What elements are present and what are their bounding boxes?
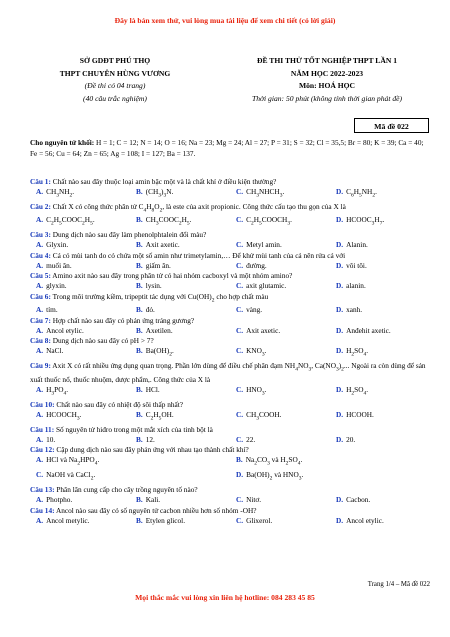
answer-option: [30, 346, 130, 360]
atomic-masses-text: H = 1; C = 12; N = 14; O = 16; Na = 23; Mg = 24; Al = 27; P = 31; S = 32; Cl = 35,5; Br = 80; K = 39; Ca = 40; Fe = 56; Cu = 64; Zn = 65; Ag = 108; I = 127; Ba = 137.: [30, 138, 424, 158]
option-text: $HNO_3$.: [246, 384, 267, 397]
option-text: NaCl.: [46, 346, 64, 356]
question-text: Cặp dung dịch nào sau đây phản ứng với nhau tạo thành chất khí?: [54, 445, 249, 455]
answer-option: [30, 516, 130, 526]
option-text: Metyl amin.: [246, 240, 282, 250]
exam-code-box: Mã đề 022: [354, 118, 429, 133]
question-text: Amino axit nào sau đây trong phân tử có hai nhóm cacboxyl và một nhóm amino?: [50, 271, 293, 281]
option-letter: A.: [36, 455, 44, 465]
question-text: Chất X có công thức phân tử $C_4H_8O_2$, là este của axit propionic. Công thức cấu tạo thu gọn của X là: [50, 201, 346, 214]
question-text: Cá có mùi tanh do có chứa một số amin như trimetylamin,… Để khử mùi tanh của cá nên rửa cá với: [50, 250, 346, 260]
answer-options: [30, 470, 430, 484]
option-text: $KNO_3$.: [246, 346, 267, 358]
question-number: Câu 13:: [30, 485, 55, 495]
option-letter: B.: [136, 215, 143, 225]
option-text: Anđehit axetic.: [346, 325, 391, 335]
answer-option: [30, 326, 130, 336]
preview-banner: Đây là bản xem thử, vui lòng mua tài liệu để xem chi tiết (có lời giải): [114, 16, 336, 25]
question-13: [30, 485, 430, 505]
option-text: Axit axetic.: [246, 325, 281, 335]
question-number: Câu 1:: [30, 177, 51, 186]
answer-option: [230, 261, 330, 271]
question-4: [30, 251, 430, 271]
option-letter: B.: [136, 384, 143, 394]
question-2: [30, 202, 430, 229]
option-letter: B.: [136, 434, 143, 444]
answer-option: [230, 215, 330, 229]
option-letter: A.: [36, 515, 44, 525]
option-letter: A.: [36, 495, 44, 505]
option-text: muối ăn.: [46, 260, 72, 270]
option-letter: B.: [136, 260, 143, 270]
exam-title: ĐỀ THI THỬ TỐT NGHIỆP THPT LẦN 1: [256, 56, 398, 65]
option-text: glyxin.: [46, 281, 67, 291]
option-text: $H_2SO_4$.: [346, 384, 369, 397]
answer-option: [130, 410, 230, 424]
question-stem: [30, 425, 430, 435]
option-letter: D.: [336, 260, 344, 270]
option-text: đỏ.: [145, 305, 155, 315]
question-stem: [30, 230, 430, 240]
option-text: $HCOOCH_3$.: [46, 409, 82, 422]
option-text: Etylen glicol.: [145, 515, 186, 525]
option-text: Alanin.: [346, 240, 368, 250]
option-letter: B.: [136, 515, 143, 525]
option-letter: B.: [136, 240, 143, 250]
option-text: Axetilen.: [145, 325, 173, 335]
question-stem: [30, 361, 430, 384]
question-stem: [30, 202, 430, 215]
option-text: tím.: [46, 305, 58, 315]
question-number: Câu 7:: [30, 315, 51, 325]
option-text: $H_2SO_4$.: [346, 346, 369, 358]
question-text: Trong môi trường kiềm, tripeptit tác dụng với $Cu(OH)_2$ cho hợp chất màu: [50, 291, 269, 304]
option-letter: A.: [36, 325, 44, 335]
question-number: Câu 3:: [30, 230, 51, 240]
answer-option: [230, 346, 330, 360]
option-text: $C_2H_5COOCH_3$.: [246, 215, 292, 227]
option-text: $CH_3NHCH_3$.: [246, 187, 285, 199]
answer-option: [30, 385, 130, 399]
question-1: [30, 177, 430, 201]
question-stem: [30, 177, 430, 187]
question-stem: [30, 336, 430, 346]
question-9: [30, 361, 430, 398]
option-text: giấm ăn.: [145, 260, 171, 270]
option-text: $C_6H_5NH_2$.: [346, 187, 377, 199]
school-year: NĂM HỌC 2022-2023: [290, 68, 364, 78]
option-letter: A.: [36, 305, 44, 315]
answer-options: [30, 187, 430, 201]
question-number: Câu 8:: [30, 336, 51, 346]
question-stem: [30, 251, 430, 261]
option-text: HCOOH.: [346, 409, 374, 419]
option-text: $Ba(OH)_2$.: [145, 346, 174, 358]
question-5: [30, 271, 430, 291]
question-8: [30, 336, 430, 360]
question-list: [30, 177, 430, 526]
option-text: Glixerol.: [246, 515, 273, 525]
answer-option: [230, 435, 330, 445]
answer-options: [30, 281, 430, 291]
answer-option: [330, 240, 430, 250]
answer-options: [30, 326, 430, 336]
option-text: alanin.: [346, 281, 366, 291]
option-letter: B.: [136, 187, 143, 196]
option-letter: D.: [336, 281, 344, 291]
answer-option: [330, 281, 430, 291]
option-letter: C.: [236, 384, 244, 394]
answer-option: [330, 435, 430, 445]
answer-option: [230, 410, 330, 424]
answer-option: [30, 215, 130, 229]
option-letter: C.: [236, 260, 244, 270]
question-10: [30, 400, 430, 424]
option-letter: C.: [236, 325, 244, 335]
question-count-note: (40 câu trắc nghiệm): [83, 93, 147, 103]
option-text: $Ba(OH)_2$ và $HNO_3$.: [246, 470, 304, 482]
option-letter: A.: [36, 434, 44, 444]
question-text: Hợp chất nào sau đây có phản ứng tráng gương?: [50, 315, 195, 325]
option-letter: A.: [36, 409, 44, 419]
question-number: Câu 6:: [30, 291, 51, 301]
atomic-masses: [30, 138, 430, 159]
answer-option: [330, 346, 430, 360]
option-letter: A.: [36, 215, 44, 225]
question-number: Câu 10:: [30, 399, 55, 409]
option-text: $HCOOC_3H_7$.: [346, 215, 385, 227]
question-number: Câu 12:: [30, 445, 55, 455]
option-text: $H_3PO_4$.: [46, 384, 69, 397]
option-text: xanh.: [346, 305, 363, 315]
option-letter: C.: [236, 515, 244, 525]
answer-options: [30, 410, 430, 424]
answer-option: [130, 281, 230, 291]
option-text: $C_2H_5COOC_2H_5$.: [46, 215, 95, 227]
answer-options: [30, 495, 430, 505]
option-letter: D.: [336, 346, 344, 356]
question-6: [30, 292, 430, 315]
answer-option: [30, 305, 130, 315]
answer-option: [130, 435, 230, 445]
question-text: Phân lân cung cấp cho cây trồng nguyên tố nào?: [54, 485, 198, 495]
option-letter: D.: [336, 215, 344, 225]
department-name: SỞ GDĐT PHÚ THỌ: [79, 56, 151, 65]
header-right: [228, 55, 426, 105]
answer-option: [30, 187, 130, 201]
answer-option: [230, 516, 330, 526]
option-letter: C.: [236, 215, 244, 225]
option-text: HCl và $Na_2HPO_4$.: [46, 455, 100, 467]
option-text: $CH_3COOC_2H_5$.: [145, 215, 192, 227]
question-7: [30, 316, 430, 336]
question-stem: [30, 445, 430, 455]
option-letter: C.: [36, 470, 44, 480]
option-letter: D.: [336, 384, 344, 394]
option-letter: C.: [236, 240, 244, 250]
option-letter: D.: [336, 305, 344, 315]
time-limit: Thời gian: 50 phút (không tính thời gian phát đề): [251, 93, 403, 103]
option-text: $(CH_3)_3N$.: [145, 187, 174, 199]
answer-option: [230, 495, 330, 505]
school-name: THPT CHUYÊN HÙNG VƯƠNG: [59, 68, 171, 78]
option-letter: B.: [136, 409, 143, 419]
option-text: Ancol metylic.: [46, 515, 90, 525]
answer-option: [230, 240, 330, 250]
question-number: Câu 2:: [30, 201, 51, 211]
option-text: 10.: [46, 434, 56, 444]
answer-option: [130, 495, 230, 505]
question-12: [30, 445, 430, 484]
option-letter: C.: [236, 409, 244, 419]
question-text: Dung dịch nào sau đây làm phenolphtalein đổi màu?: [50, 230, 207, 240]
question-3: [30, 230, 430, 250]
answer-options: [30, 455, 430, 469]
answer-option: [130, 305, 230, 315]
option-text: Kali.: [145, 495, 161, 505]
question-stem: [30, 506, 430, 516]
answer-options: [30, 346, 430, 360]
option-letter: A.: [36, 384, 44, 394]
option-letter: B.: [136, 346, 143, 356]
option-letter: D.: [336, 187, 344, 196]
answer-option: [130, 261, 230, 271]
option-letter: C.: [236, 187, 244, 196]
option-letter: B.: [136, 495, 143, 505]
option-text: Axit axetic.: [145, 240, 180, 250]
option-letter: C.: [236, 281, 244, 291]
option-text: $CH_3NH_2$.: [46, 187, 75, 199]
option-text: đường.: [246, 260, 267, 270]
question-stem: [30, 292, 430, 305]
option-letter: D.: [236, 470, 244, 480]
answer-option: [130, 385, 230, 399]
option-text: vàng.: [246, 305, 263, 315]
answer-option: [330, 516, 430, 526]
question-text: Axit X có rất nhiều ứng dụng quan trọng. Phần lớn dùng để điều chế phân đạm $NH_4NO_3$, $Ca(NO_3)_2$... Ngoài ra còn dùng để sản xuất thuốc nổ, thuốc nhuộm, dược phẩm,. Công thức của X là: [30, 361, 426, 384]
option-letter: D.: [336, 495, 344, 505]
header-left: [30, 55, 200, 105]
option-text: 12.: [145, 434, 155, 444]
option-text: NaOH và CaCl$_2$.: [46, 470, 96, 482]
answer-option: [230, 470, 430, 484]
option-letter: C.: [236, 305, 244, 315]
answer-option: [230, 305, 330, 315]
answer-option: [130, 326, 230, 336]
answer-option: [330, 187, 430, 201]
answer-option: [330, 385, 430, 399]
answer-option: [30, 240, 130, 250]
answer-option: [30, 435, 130, 445]
answer-options: [30, 385, 430, 399]
question-number: Câu 11:: [30, 424, 55, 434]
answer-option: [330, 215, 430, 229]
answer-option: [230, 455, 430, 469]
option-text: $Na_2CO_3$ và $H_2SO_4$.: [245, 455, 303, 467]
answer-options: [30, 261, 430, 271]
question-number: Câu 14:: [30, 505, 55, 515]
answer-options: [30, 435, 430, 445]
option-text: Photpho.: [46, 495, 73, 505]
answer-options: [30, 305, 430, 315]
answer-option: [330, 261, 430, 271]
answer-options: [30, 215, 430, 229]
question-text: Chất nào sau đây có nhiệt độ sôi thấp nhất?: [54, 399, 184, 409]
option-letter: A.: [36, 346, 44, 356]
answer-option: [30, 455, 230, 469]
question-text: Ancol nào sau đây có số nguyên tử cacbon nhiều hơn số nhóm -OH?: [54, 505, 257, 515]
option-letter: B.: [136, 281, 143, 291]
question-stem: [30, 485, 430, 495]
option-text: 20.: [346, 434, 356, 444]
question-number: Câu 4:: [30, 250, 51, 260]
option-letter: B.: [236, 455, 243, 465]
answer-options: [30, 516, 430, 526]
option-text: $C_2H_5OH$.: [145, 409, 174, 422]
question-14: [30, 506, 430, 526]
option-letter: C.: [236, 434, 244, 444]
question-stem: [30, 316, 430, 326]
question-number: Câu 9:: [30, 361, 51, 371]
option-letter: A.: [36, 240, 44, 250]
option-letter: A.: [36, 187, 44, 196]
option-text: HCl.: [145, 384, 160, 394]
question-11: [30, 425, 430, 445]
option-letter: D.: [336, 515, 344, 525]
answer-option: [130, 187, 230, 201]
option-letter: C.: [236, 495, 244, 505]
answer-option: [330, 410, 430, 424]
answer-option: [230, 281, 330, 291]
option-text: 22.: [246, 434, 256, 444]
subject: Môn: HOÁ HỌC: [298, 81, 356, 90]
option-text: Ancol etylic.: [346, 515, 384, 525]
answer-option: [230, 187, 330, 201]
option-text: Cacbon.: [346, 495, 371, 505]
page-footer: Trang 1/4 – Mã đề 022: [367, 581, 430, 588]
option-text: lysin.: [145, 281, 162, 291]
option-letter: D.: [336, 409, 344, 419]
option-text: Ancol etylic.: [46, 325, 84, 335]
question-stem: [30, 271, 430, 281]
option-text: $CH_3COOH$.: [246, 409, 282, 422]
answer-option: [30, 281, 130, 291]
option-letter: D.: [336, 240, 344, 250]
answer-option: [130, 516, 230, 526]
hotline-footer: Mọi thắc mắc vui lòng xin liên hệ hotline: 084 283 45 85: [135, 593, 315, 602]
option-letter: C.: [236, 346, 244, 356]
answer-option: [130, 240, 230, 250]
option-text: Nitơ.: [246, 495, 262, 505]
option-letter: D.: [336, 434, 344, 444]
answer-option: [30, 495, 130, 505]
option-text: vôi tôi.: [346, 260, 367, 270]
option-letter: A.: [36, 260, 44, 270]
option-letter: D.: [336, 325, 344, 335]
question-stem: [30, 400, 430, 410]
question-text: Số nguyên tử hiđro trong một mắt xích của tinh bột là: [54, 424, 213, 434]
page-count-note: (Đề thi có 04 trang): [84, 81, 146, 90]
option-text: Glyxin.: [46, 240, 69, 250]
option-letter: B.: [136, 325, 143, 335]
answer-option: [30, 261, 130, 271]
question-text: Chất nào sau đây thuộc loại amin bậc một và là chất khí ở điều kiện thường?: [50, 177, 277, 186]
answer-option: [330, 326, 430, 336]
question-text: Dung dịch nào sau đây có pH > 7?: [50, 336, 154, 346]
option-letter: A.: [36, 281, 44, 291]
answer-options: [30, 240, 430, 250]
question-number: Câu 5:: [30, 271, 51, 281]
answer-option: [130, 346, 230, 360]
answer-option: [30, 410, 130, 424]
option-text: axit glutamic.: [246, 281, 287, 291]
option-letter: B.: [136, 305, 143, 315]
answer-option: [130, 215, 230, 229]
answer-option: [30, 470, 230, 484]
atomic-masses-label: Cho nguyên tử khối:: [30, 138, 95, 147]
answer-option: [230, 326, 330, 336]
answer-option: [330, 305, 430, 315]
answer-option: [230, 385, 330, 399]
answer-option: [330, 495, 430, 505]
